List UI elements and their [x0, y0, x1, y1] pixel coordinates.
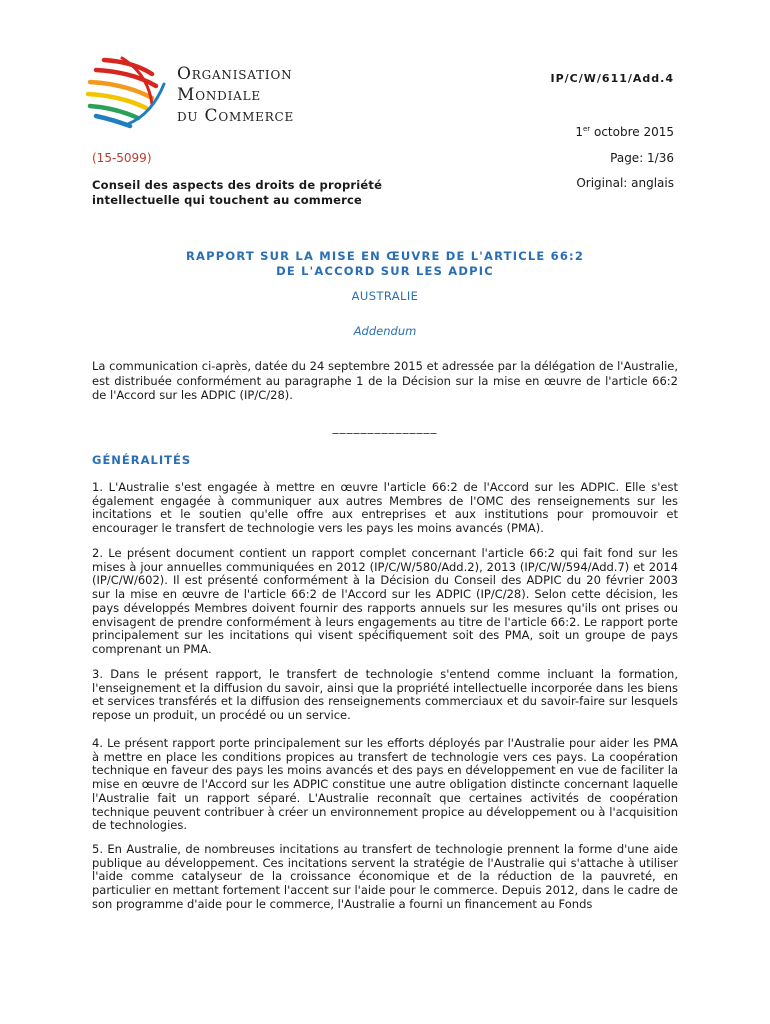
- org-name-line3: du Commerce: [177, 106, 295, 126]
- org-name-line1: Organisation: [177, 64, 293, 84]
- section-heading: GÉNÉRALITÉS: [92, 453, 192, 467]
- document-symbol: IP/C/W/611/Add.4: [550, 72, 674, 85]
- report-title: [92, 249, 678, 279]
- wto-logo: [82, 54, 332, 134]
- job-number: (15-5099): [92, 151, 152, 165]
- paragraph-4: 4. Le présent rapport porte principalement sur les efforts déployés par l'Australie pour aider les PMA à mettre en place les conditions propices au transfert de technologie vers ces pays. La coopération technique en faveur des pays les moins avancés et des pays en développement en vue de faciliter la mise en œuvre de l'Accord sur les ADPIC constitue une autre obligation distincte concernant laquelle l'Australie fait un rapport séparé. L'Australie reconnaît que certaines activités de coopération technique peuvent contribuer à créer un environnement propice au développement ou à l'acquisition de technologies.: [92, 736, 678, 833]
- organization-name: [177, 64, 294, 127]
- paragraph-2: 2. Le présent document contient un rapport complet concernant l'article 66:2 qui fait fond sur les mises à jour annuelles communiquées en 2012 (IP/C/W/580/Add.2), 2013 (IP/C/W/594/Add.7) et 2014 (IP/C/W/602). Il est présenté conformément à la Décision du Conseil des ADPIC du 20 février 2003 sur la mise en œuvre de l'article 66:2 de l'Accord sur les ADPIC (IP/C/28). Selon cette décision, les pays développés Membres doivent fournir des rapports annuels sur les mesures qu'ils ont prises ou envisagent de prendre conformément à leurs engagements au titre de l'article 66:2. Le rapport porte principalement sur les incitations qui visent spécifiquement soit des PMA, soit un groupe de pays comprenant un PMA.: [92, 546, 678, 656]
- wto-emblem-icon: [82, 54, 174, 134]
- date-ordinal: er: [582, 125, 591, 133]
- page-number: Page: 1/36: [610, 151, 674, 165]
- original-language: Original: anglais: [576, 176, 674, 190]
- council-line2: intellectuelle qui touchent au commerce: [92, 193, 363, 207]
- document-date: [575, 125, 674, 139]
- report-title-line1: RAPPORT SUR LA MISE EN ŒUVRE DE L'ARTICLE 66:2: [185, 249, 585, 263]
- intro-paragraph: La communication ci-après, datée du 24 septembre 2015 et adressée par la délégation de l'Australie, est distribuée conformément au paragraphe 1 de la Décision sur la mise en œuvre de l'article 66:2 de l'Accord sur les ADPIC (IP/C/28).: [92, 359, 678, 402]
- council-name: [92, 178, 382, 208]
- paragraph-1: 1. L'Australie s'est engagée à mettre en œuvre l'article 66:2 de l'Accord sur les ADPIC. Elle s'est également engagée à communiquer aux autres Membres de l'OMC des renseignements sur les incitations et le soutien qu'elle offre aux entreprises et aux institutions pour promouvoir et encourager le transfert de technologie vers les pays les moins avancés (PMA).: [92, 480, 678, 536]
- date-month-year: octobre 2015: [590, 125, 674, 139]
- report-title-line2: DE L'ACCORD SUR LES ADPIC: [276, 264, 494, 278]
- date-day: 1: [575, 125, 583, 139]
- paragraph-5: 5. En Australie, de nombreuses incitations au transfert de technologie prennent la forme d'une aide publique au développement. Ces incitations servent la stratégie de l'Australie qui s'attache à utiliser l'aide comme catalyseur de la croissance économique et de la réduction de la pauvreté, en particulier en mettant fortement l'accent sur l'aide pour le commerce. Depuis 2012, dans le cadre de son programme d'aide pour le commerce, l'Australie a fourni un financement au Fonds: [92, 842, 678, 911]
- addendum-label: Addendum: [353, 324, 417, 338]
- country-name: AUSTRALIE: [351, 289, 419, 303]
- org-name-line2: Mondiale: [177, 85, 261, 105]
- council-line1: Conseil des aspects des droits de propriété: [92, 178, 383, 192]
- paragraph-3: 3. Dans le présent rapport, le transfert de technologie s'entend comme incluant la formation, l'enseignement et la diffusion du savoir, ainsi que la propriété intellectuelle incorporée dans les biens et services transférés et la diffusion des renseignements commerciaux et du savoir-faire sur lesquels repose un produit, un procédé ou un service.: [92, 667, 678, 723]
- separator-line: _______________: [332, 420, 438, 434]
